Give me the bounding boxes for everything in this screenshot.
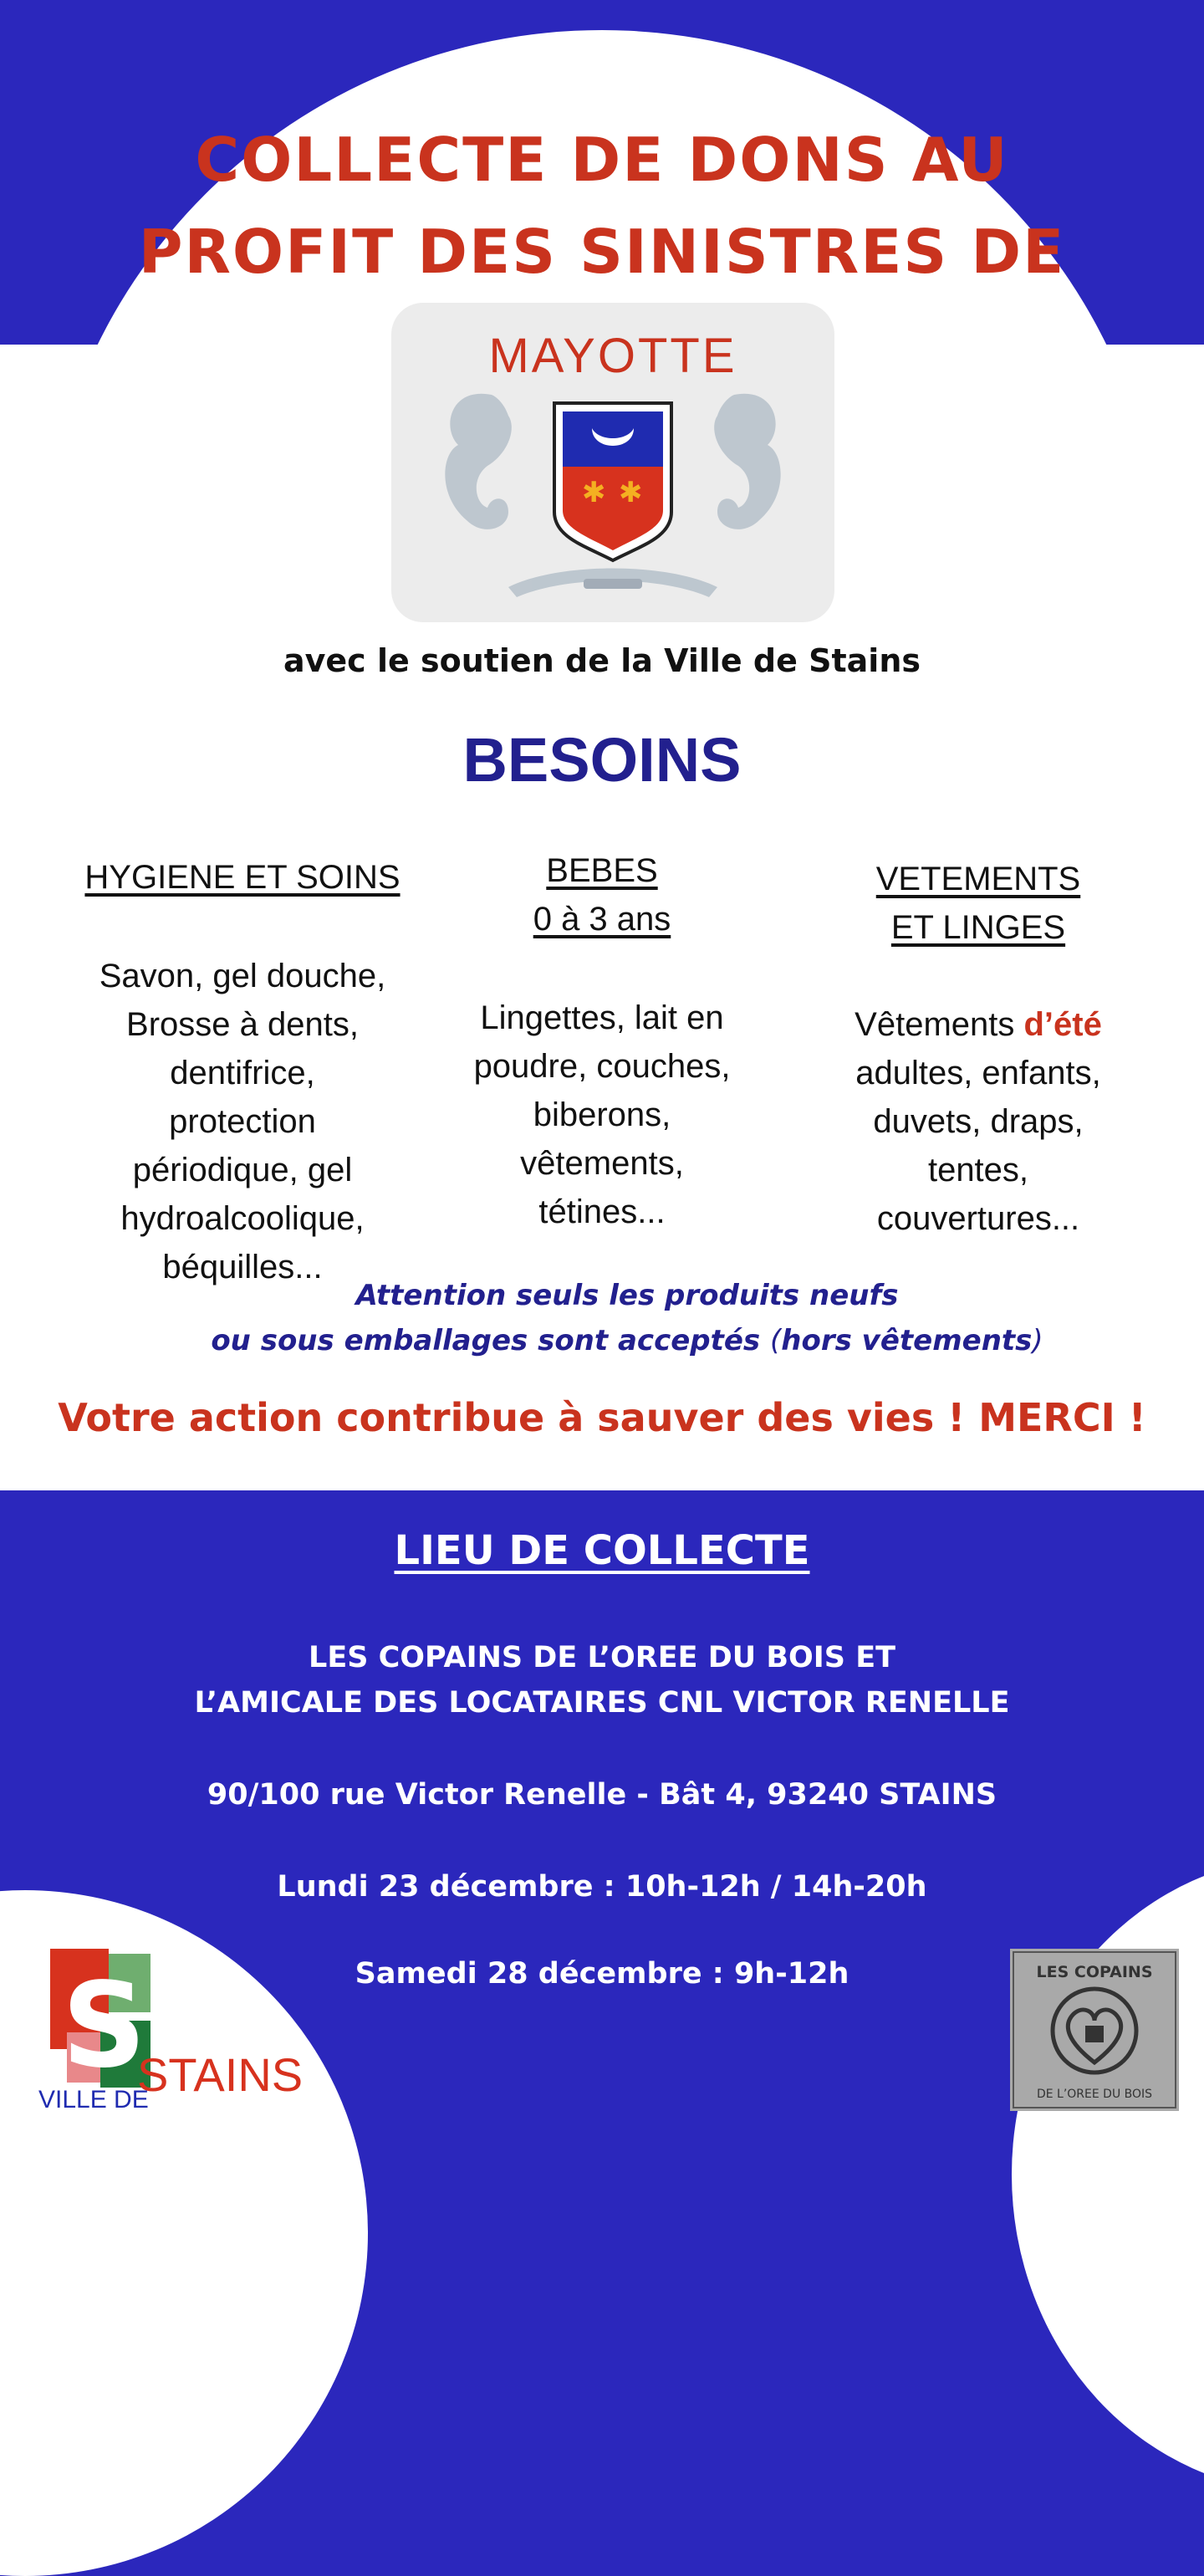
title-line: COLLECTE DE DONS AU — [195, 125, 1009, 195]
attention-line — [209, 1318, 1045, 1363]
logo-top-text: LES COPAINS — [1036, 1963, 1153, 1981]
column-body-line: dentifrice, — [170, 1055, 315, 1091]
column-heading-hygiene — [59, 853, 426, 902]
schedule-line: Lundi 23 décembre : 10h-12h / 14h-20h — [277, 1870, 927, 1904]
paren-open: ( — [770, 1324, 782, 1357]
poster-title — [125, 114, 1079, 298]
logo-letter: S — [62, 1958, 146, 2094]
emblem-card — [391, 303, 834, 622]
stains-logo-icon — [33, 1940, 301, 2124]
column-heading-bebes — [435, 846, 769, 943]
address: 90/100 rue Victor Renelle - Bât 4, 93240 STAINS — [207, 1778, 997, 1812]
column-body-line: couvertures... — [876, 1200, 1080, 1237]
column-body-hygiene — [59, 952, 426, 1291]
emblem-name: MAYOTTE — [488, 329, 737, 383]
column-body-line: poudre, couches, — [473, 1048, 731, 1085]
column-body-line: Savon, gel douche, — [99, 958, 386, 994]
column-body-line: protection — [169, 1103, 316, 1140]
logo-city-name: STAINS — [137, 2048, 301, 2101]
copains-logo-art — [1010, 1949, 1179, 2111]
svg-text:✱: ✱ — [582, 476, 606, 509]
copains-logo — [1010, 1949, 1179, 2111]
attention-note — [209, 1273, 1045, 1363]
column-body-line: duvets, draps, — [873, 1103, 1084, 1140]
attention-text: ou sous emballages sont acceptés — [211, 1324, 771, 1357]
column-body-line: béquilles... — [162, 1249, 323, 1285]
column-body-line: vêtements, — [520, 1145, 684, 1182]
column-body-line: adultes, enfants, — [855, 1055, 1101, 1091]
besoins-title: BESOINS — [462, 725, 742, 795]
column-heading-line: 0 à 3 ans — [533, 901, 671, 938]
column-body-line — [794, 1000, 1162, 1049]
column-heading-line: VETEMENTS — [875, 861, 1081, 897]
body-accent: d’été — [1023, 1006, 1102, 1043]
organizer-line: LES COPAINS DE L’OREE DU BOIS ET — [309, 1641, 895, 1674]
column-heading-vetements — [794, 855, 1162, 952]
column-body-bebes — [435, 994, 769, 1236]
logo-prefix: VILLE DE — [38, 2086, 149, 2113]
body-prefix: Vêtements — [855, 1006, 1024, 1043]
column-heading-line: BEBES — [546, 852, 658, 889]
column-body-vetements — [794, 1000, 1162, 1243]
column-heading-line: HYGIENE ET SOINS — [84, 859, 400, 896]
schedule-line: Samedi 28 décembre : 9h-12h — [355, 1957, 849, 1991]
ville-de-stains-logo — [33, 1940, 301, 2124]
column-heading-line: ET LINGES — [890, 909, 1066, 946]
column-body-line: Lingettes, lait en — [480, 999, 724, 1036]
support-text: avec le soutien de la Ville de Stains — [283, 642, 921, 679]
logo-bottom-text: DE L’OREE DU BOIS — [1036, 2088, 1153, 2101]
column-body-line: tentes, — [927, 1152, 1029, 1188]
organizer-line: L’AMICALE DES LOCATAIRES CNL VICTOR RENELLE — [194, 1686, 1010, 1720]
column-body-line: périodique, gel — [132, 1152, 353, 1188]
title-line: PROFIT DES SINISTRES DE — [138, 217, 1066, 287]
column-body-line: tétines... — [538, 1193, 666, 1230]
column-body-line: biberons, — [533, 1096, 671, 1133]
svg-text:✱: ✱ — [619, 476, 643, 509]
attention-line: Attention seuls les produits neufs — [355, 1279, 899, 1312]
attention-emphasis: hors vêtements — [781, 1324, 1033, 1357]
lieu-title: LIEU DE COLLECTE — [394, 1527, 810, 1574]
merci-message: Votre action contribue à sauver des vies ! MERCI ! — [58, 1395, 1146, 1440]
paren-close: ) — [1032, 1324, 1043, 1357]
column-body-line: hydroalcoolique, — [120, 1200, 365, 1237]
column-body-line: Brosse à dents, — [126, 1006, 359, 1043]
